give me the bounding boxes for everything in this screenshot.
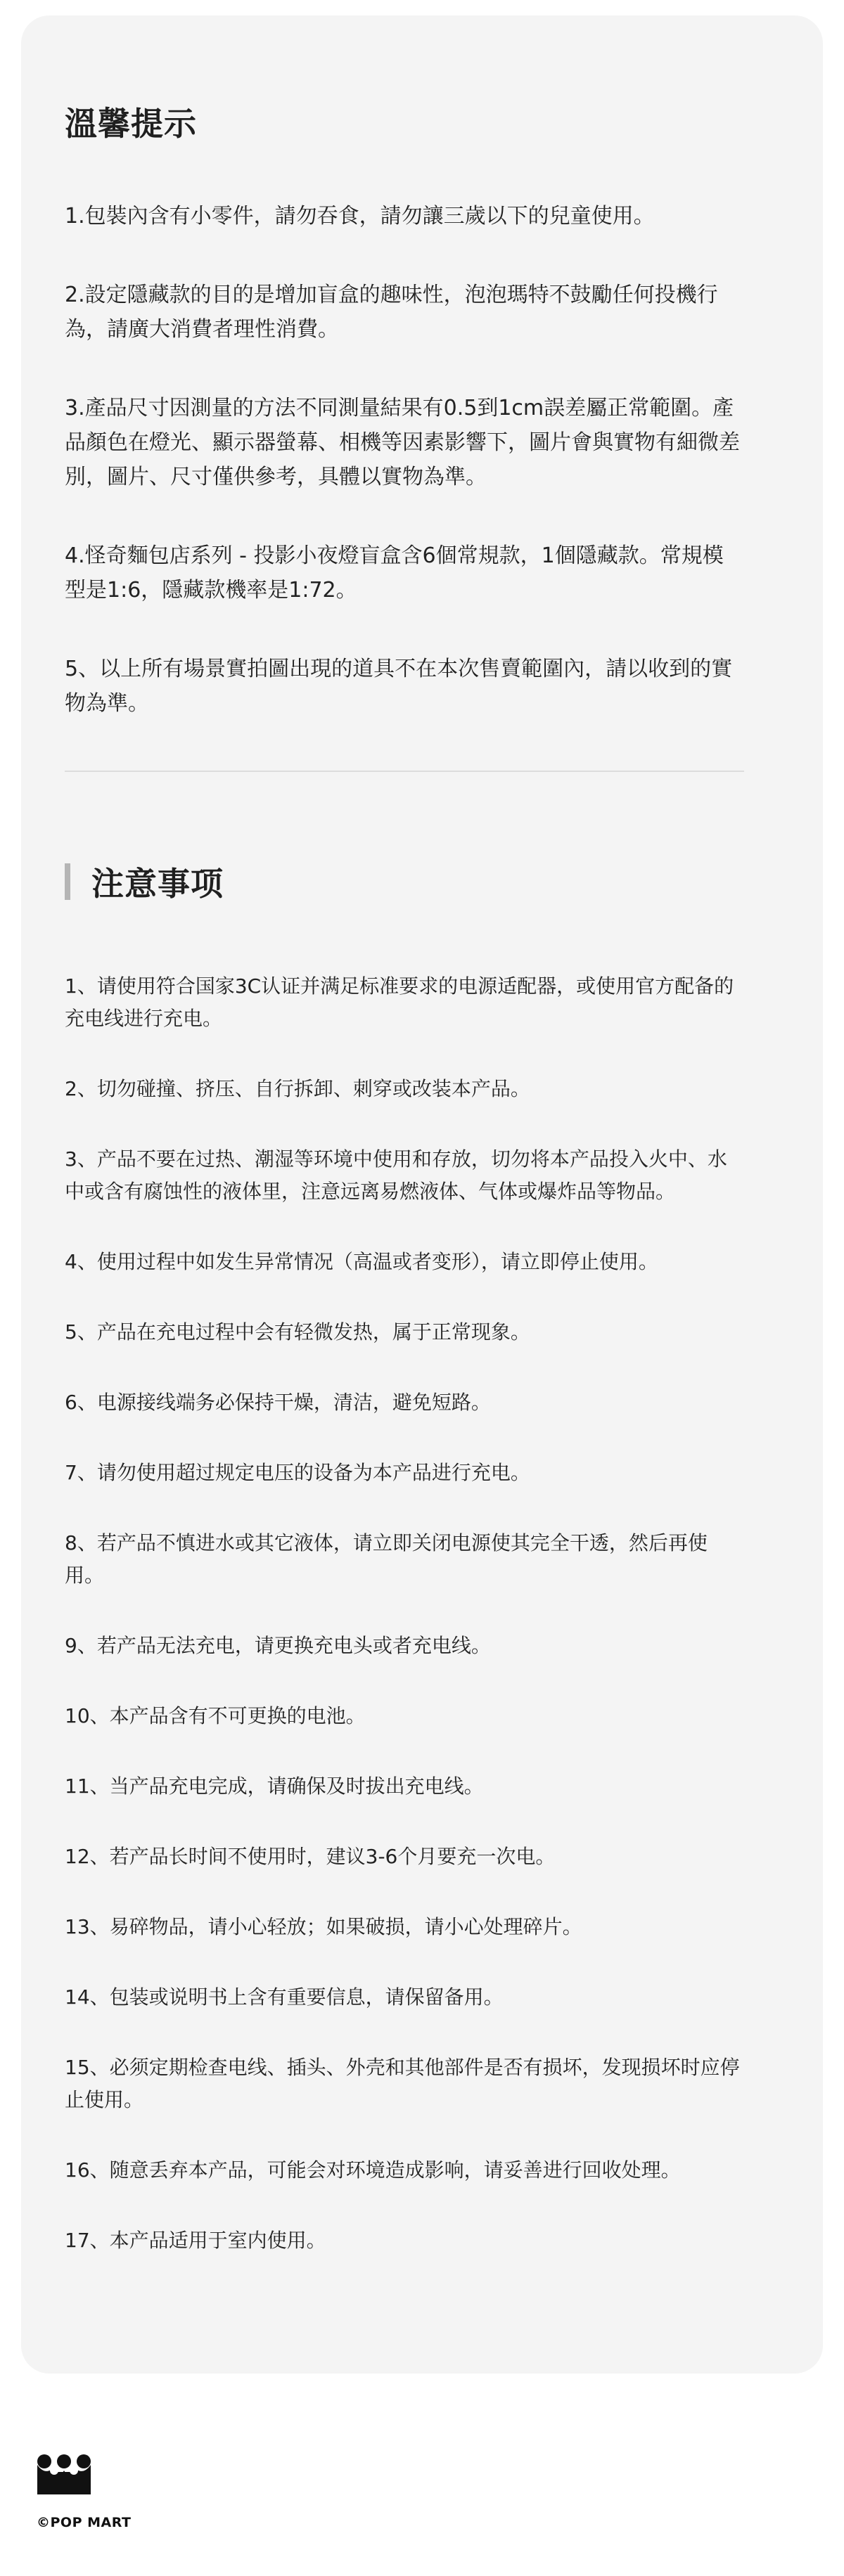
section-divider: [65, 771, 744, 772]
caution-item: 10、本产品含有不可更换的电池。: [65, 1704, 366, 1727]
notice-item: 5、以上所有場景實拍圖出現的道具不在本次售賣範圍內，請以收到的實物為準。: [65, 657, 733, 716]
caution-item: 4、使用过程中如发生异常情况（高温或者变形），请立即停止使用。: [65, 1250, 658, 1273]
notice-item: 3.產品尺寸因測量的方法不同測量結果有0.5到1cm誤差屬正常範圍。產品顏色在燈光、顯示器螢幕、相機等因素影響下，圖片會與實物有細微差別，圖片、尺寸僅供參考，具體以實物為準。: [65, 396, 740, 489]
caution-item: 11、当产品充电完成，请确保及时拔出充电线。: [65, 1775, 484, 1798]
caution-item: 6、电源接线端务必保持干燥，清洁，避免短路。: [65, 1391, 491, 1414]
caution-item: 5、产品在充电过程中会有轻微发热，属于正常现象。: [65, 1320, 530, 1344]
copyright-text: ©POP MART: [37, 2515, 132, 2530]
caution-item: 14、包装或说明书上含有重要信息，请保留备用。: [65, 1985, 504, 2009]
notice-item: 1.包裝內含有小零件，請勿吞食，請勿讓三歲以下的兒童使用。: [65, 204, 655, 228]
caution-item: 16、随意丢弃本产品，可能会对环境造成影响，请妥善进行回收处理。: [65, 2158, 681, 2182]
caution-item: 7、请勿使用超过规定电压的设备为本产品进行充电。: [65, 1461, 530, 1484]
notice-title: 溫馨提示: [65, 105, 197, 143]
crown-logo-icon: [37, 2454, 91, 2494]
caution-item: 2、切勿碰撞、挤压、自行拆卸、刺穿或改装本产品。: [65, 1077, 530, 1100]
notice-item: 2.設定隱藏款的目的是增加盲盒的趣味性，泡泡瑪特不鼓勵任何投機行為，請廣大消費者理性消費。: [65, 283, 718, 342]
caution-item: 9、若产品无法充电，请更换充电头或者充电线。: [65, 1634, 491, 1657]
caution-item: 13、易碎物品，请小心轻放；如果破损，请小心处理碎片。: [65, 1915, 582, 1938]
caution-list: [65, 970, 744, 2295]
notice-item: 4.怪奇麵包店系列 - 投影小夜燈盲盒含6個常規款，1個隱藏款。常規模型是1:6，隱藏款機率是1:72。: [65, 543, 724, 603]
notice-list: [65, 199, 744, 765]
caution-item: 1、请使用符合国家3C认证并满足标准要求的电源适配器，或使用官方配备的充电线进行充电。: [65, 974, 734, 1030]
caution-item: 3、产品不要在过热、潮湿等环境中使用和存放，切勿将本产品投入火中、水中或含有腐蚀性的液体里，注意远离易燃液体、气体或爆炸品等物品。: [65, 1147, 727, 1203]
caution-item: 12、若产品长时间不使用时，建议3-6个月要充一次电。: [65, 1845, 556, 1868]
section-accent-bar: [65, 863, 70, 900]
caution-item: 15、必须定期检查电线、插头、外壳和其他部件是否有损坏，发现损坏时应停止使用。: [65, 2056, 740, 2111]
caution-item: 8、若产品不慎进水或其它液体，请立即关闭电源使其完全干透，然后再使用。: [65, 1531, 708, 1587]
caution-header: [65, 863, 224, 901]
caution-title: 注意事项: [91, 865, 224, 903]
caution-item: 17、本产品适用于室内使用。: [65, 2229, 326, 2252]
